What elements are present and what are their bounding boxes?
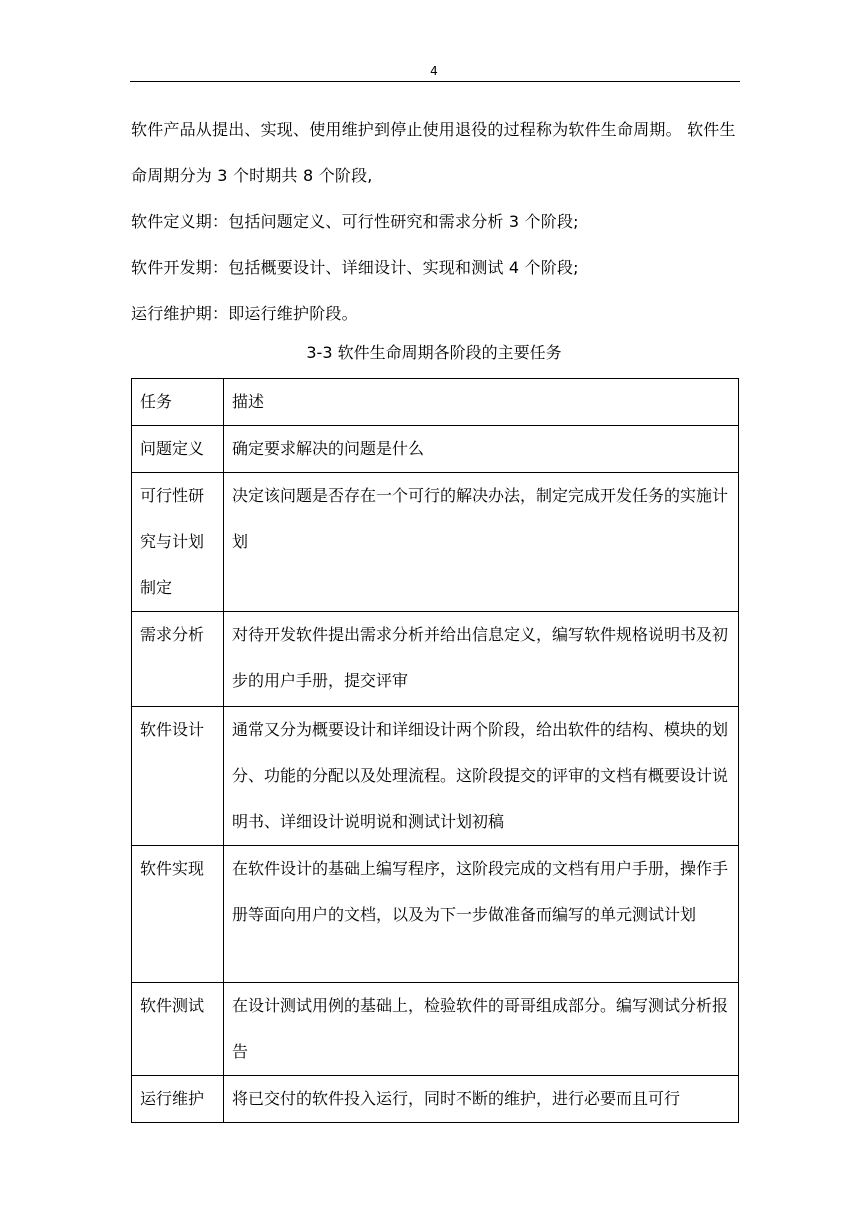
task-name: 问题定义 <box>140 439 205 458</box>
task-cell <box>132 707 224 846</box>
description-cell <box>224 707 739 846</box>
table-row <box>132 1076 739 1123</box>
paragraph-definition-period: 软件定义期：包括问题定义、可行性研究和需求分析 3 个阶段; <box>131 212 579 231</box>
table-row <box>132 983 739 1076</box>
lifecycle-task-table <box>131 378 739 1123</box>
description-cell <box>224 1076 739 1123</box>
paragraph-development-period: 软件开发期：包括概要设计、详细设计、实现和测试 4 个阶段; <box>131 258 579 277</box>
task-cell <box>132 612 224 707</box>
task-description: 确定要求解决的问题是什么 <box>232 439 425 458</box>
task-name: 需求分析 <box>140 625 205 644</box>
header-cell-description <box>224 379 739 426</box>
task-description: 通常又分为概要设计和详细设计两个阶段，给出软件的结构、模块的划分、功能的分配以及处理流程。这阶段提交的评审的文档有概要设计说明书、详细设计说明说和测试计划初稿 <box>232 720 729 831</box>
table-row <box>132 846 739 983</box>
header-rule <box>130 81 740 82</box>
task-cell <box>132 473 224 612</box>
table-header-row <box>132 379 739 426</box>
task-cell <box>132 1076 224 1123</box>
table-row <box>132 612 739 707</box>
task-name: 软件实现 <box>140 859 205 878</box>
table-row <box>132 473 739 612</box>
task-name: 可行性研究与计划制定 <box>140 486 205 597</box>
paragraph-maintenance-period: 运行维护期：即运行维护阶段。 <box>131 304 358 323</box>
task-cell <box>132 426 224 473</box>
page-number: 4 <box>430 64 438 78</box>
table-caption: 3-3 软件生命周期各阶段的主要任务 <box>306 343 562 362</box>
description-cell <box>224 983 739 1076</box>
description-cell <box>224 473 739 612</box>
description-cell <box>224 612 739 707</box>
task-cell <box>132 846 224 983</box>
description-cell <box>224 846 739 983</box>
task-name: 软件设计 <box>140 720 205 739</box>
task-description: 将已交付的软件投入运行，同时不断的维护，进行必要而且可行 <box>232 1089 681 1108</box>
description-cell <box>224 426 739 473</box>
task-cell <box>132 983 224 1076</box>
header-description-label: 描述 <box>232 392 265 411</box>
table-row <box>132 707 739 846</box>
task-name: 软件测试 <box>140 996 205 1015</box>
header-task-label: 任务 <box>140 392 173 411</box>
paragraph-lifecycle-intro: 软件产品从提出、实现、使用维护到停止使用退役的过程称为软件生命周期。 软件生命周期分为 3 个时期共 8 个阶段, <box>131 120 736 185</box>
task-name: 运行维护 <box>140 1089 205 1108</box>
task-description: 在设计测试用例的基础上，检验软件的哥哥组成部分。编写测试分析报告 <box>232 996 729 1061</box>
body-text <box>131 107 743 337</box>
task-description: 在软件设计的基础上编写程序，这阶段完成的文档有用户手册，操作手册等面向用户的文档，以及为下一步做准备而编写的单元测试计划 <box>232 859 729 924</box>
task-description: 对待开发软件提出需求分析并给出信息定义，编写软件规格说明书及初步的用户手册，提交评审 <box>232 625 729 690</box>
header-cell-task <box>132 379 224 426</box>
task-description: 决定该问题是否存在一个可行的解决办法，制定完成开发任务的实施计划 <box>232 486 729 551</box>
table-row <box>132 426 739 473</box>
